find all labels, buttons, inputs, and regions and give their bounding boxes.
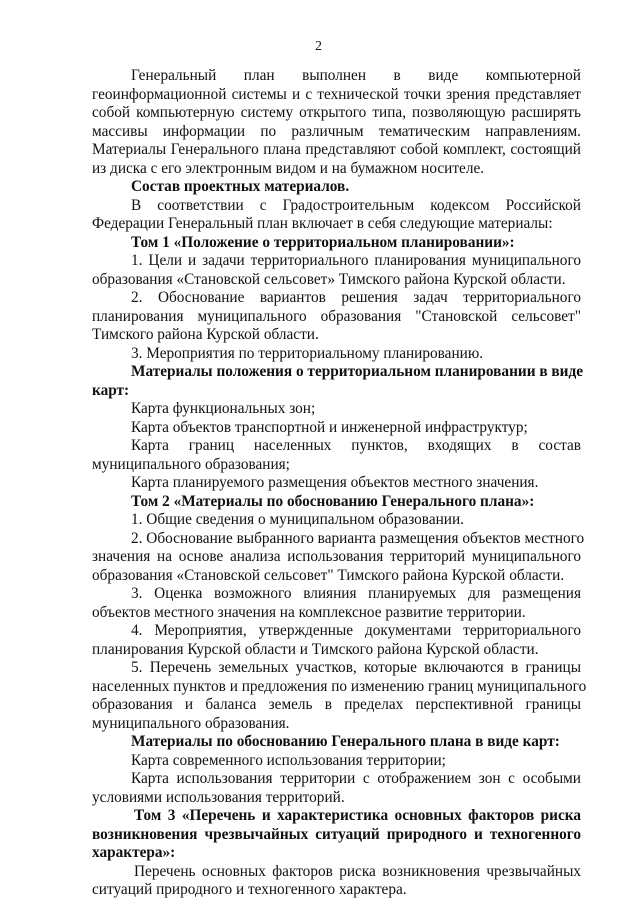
text-line: муниципального образования; xyxy=(92,455,290,473)
text-line: образования «Становской сельсовет» Тимского района Курской области. xyxy=(92,270,566,288)
text-line: 4. Мероприятия, утвержденные документами территориального xyxy=(131,622,581,639)
text-line: Материалы положения о территориальном планировании в виде xyxy=(131,363,584,380)
text-line: значения на основе анализа использования территорий муниципального xyxy=(92,548,581,565)
text-line: условиями использования территорий. xyxy=(92,788,345,806)
page-number: 2 xyxy=(315,39,322,54)
text-line: характера»: xyxy=(92,844,176,861)
text-line: 5. Перечень земельных участков, которые включаются в границы xyxy=(131,659,581,676)
text-line: Карта современного использования территории; xyxy=(131,751,446,769)
text-line: В соответствии с Градостроительным кодексом Российской xyxy=(131,196,581,214)
text-line: Федерации Генеральный план включает в себя следующие материалы: xyxy=(92,215,553,232)
text-line: массивы информации по различным тематическим направлениям. xyxy=(92,122,581,140)
text-line: Материалы Генерального плана представляют собой комплект, состоящий xyxy=(92,141,581,158)
text-line: Карта использования территории с отображением зон с особыми xyxy=(131,770,581,787)
text-line: 2. Обоснование выбранного варианта размещения объектов местного xyxy=(131,529,585,547)
text-line: 1. Общие сведения о муниципальном образовании. xyxy=(131,511,464,528)
text-line: геоинформационной системы и с технической точки зрения представляет xyxy=(92,85,581,103)
text-line: 3. Оценка возможного влияния планируемых для размещения xyxy=(131,585,581,602)
text-line: карт: xyxy=(92,381,130,399)
text-line: 2. Обоснование вариантов решения задач территориального xyxy=(131,289,581,306)
text-line: Карта планируемого размещения объектов местного значения. xyxy=(131,474,539,491)
text-line: собой компьютерную систему открытого типа, позволяющую расширять xyxy=(92,104,581,121)
text-line: планирования муниципального образования "Становской сельсовет" xyxy=(92,307,581,325)
text-line: муниципального образования. xyxy=(92,714,290,732)
text-line: образования «Становской сельсовет" Тимского района Курской области. xyxy=(92,566,565,584)
text-line: Состав проектных материалов. xyxy=(131,178,350,195)
text-line: Тимского района Курской области. xyxy=(92,326,319,343)
text-line: Том 1 «Положение о территориальном планировании»: xyxy=(131,233,515,251)
text-line: из диска с его электронным видом и на бумажном носителе. xyxy=(92,159,485,177)
text-line: Карта объектов транспортной и инженерной инфраструктур; xyxy=(131,418,528,436)
text-line: Карта функциональных зон; xyxy=(131,400,316,417)
text-line: Том 2 «Материалы по обоснованию Генерального плана»: xyxy=(131,492,535,510)
text-line: образования и баланса земель в пределах перспективной границы xyxy=(92,696,581,713)
text-line: ситуаций природного и техногенного характера. xyxy=(92,881,407,898)
text-line: Генеральный план выполнен в виде компьютерной xyxy=(131,67,581,84)
text-line: населенных пунктов и предложения по изменению границ муниципального xyxy=(92,677,587,695)
text-line: Перечень основных факторов риска возникновения чрезвычайных xyxy=(134,862,581,880)
text-line: планирования Курской области и Тимского района Курской области. xyxy=(92,640,539,658)
text-line: 3. Мероприятия по территориальному планированию. xyxy=(131,344,484,362)
text-line: Материалы по обоснованию Генерального плана в виде карт: xyxy=(131,733,560,750)
text-line: Карта границ населенных пунктов, входящих в состав xyxy=(131,437,581,454)
text-line: 1. Цели и задачи территориального планирования муниципального xyxy=(131,252,581,269)
text-line: Том 3 «Перечень и характеристика основных факторов риска xyxy=(134,807,581,824)
text-line: объектов местного значения на комплексное развитие территории. xyxy=(92,603,526,621)
text-line: возникновения чрезвычайных ситуаций природного и техногенного xyxy=(92,825,581,843)
